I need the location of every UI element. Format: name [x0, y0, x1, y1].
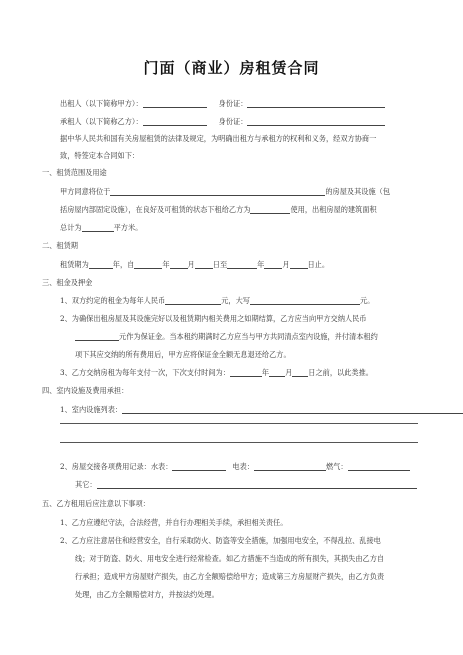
lease-term-line	[60, 260, 329, 269]
deposit-amount-blank[interactable]	[75, 332, 119, 341]
rent-uppercase-label: 元，大写	[221, 296, 250, 305]
rent-unit: 元。	[359, 296, 375, 305]
start-day-blank[interactable]	[195, 260, 213, 269]
section-5-heading: 五、乙方租用后应注意以下事项：	[42, 499, 150, 508]
lessor-id-blank[interactable]	[247, 99, 385, 108]
area-blank[interactable]	[82, 223, 114, 232]
term-text: 租赁期为	[60, 260, 89, 269]
term-text: 月	[282, 260, 290, 269]
area-label: 总计为	[60, 223, 82, 232]
other-label: 其它：	[75, 480, 97, 489]
facility-list-line	[60, 405, 463, 414]
payment-label: 3、乙方交纳房租为每年支付一次，下次支付时间为：	[60, 368, 230, 377]
start-month-blank[interactable]	[170, 260, 188, 269]
electric-meter-label: 电表：	[232, 462, 254, 471]
water-meter-label: 2、房屋交接各项费用记录：水表：	[60, 462, 173, 471]
term-text: 年，自	[112, 260, 135, 269]
usage-label: 括房屋内部固定设施），在良好及可租赁的状态下租给乙方为	[60, 205, 251, 214]
notice-item-2-line-1: 2、乙方应注意居住和经营安全，自行采取防火、防盗等安全措施，加强用电安全，不得乱拉、乱接电	[60, 536, 381, 545]
location-label: 甲方同意将位于	[60, 187, 111, 196]
section-3-heading: 三、租金及押金	[42, 278, 93, 287]
facility-list-rule-3[interactable]	[60, 442, 418, 443]
lessor-name-blank[interactable]	[143, 99, 207, 108]
payment-line	[60, 368, 373, 377]
section-4-heading: 四、室内设施及费用承担：	[42, 386, 129, 395]
end-day-blank[interactable]	[290, 260, 308, 269]
other-line	[75, 480, 417, 489]
term-text: 年	[257, 260, 265, 269]
electric-meter-blank[interactable]	[254, 462, 326, 471]
pay-month-blank[interactable]	[269, 368, 285, 377]
section-1-p1	[60, 187, 390, 196]
pay-year-blank[interactable]	[230, 368, 262, 377]
lessee-line	[60, 117, 385, 126]
location-blank[interactable]	[110, 187, 325, 196]
lessee-label: 承租人（以下简称乙方）：	[60, 117, 143, 126]
section-1-p2	[60, 205, 377, 214]
pay-text: 日之前，以此类推。	[308, 368, 373, 377]
lessee-id-blank[interactable]	[247, 117, 385, 126]
end-year-blank[interactable]	[227, 260, 257, 269]
end-month-blank[interactable]	[264, 260, 282, 269]
lessee-id-label: 身份证：	[218, 117, 248, 126]
term-text: 月	[187, 260, 195, 269]
pay-text: 年	[261, 368, 270, 377]
rent-amount-line	[60, 296, 374, 305]
document-title: 门面（商业）房租赁合同	[143, 59, 320, 77]
facility-list-blank[interactable]	[122, 405, 463, 414]
notice-item-2-line-2: 线；对于防盗、防火、用电安全进行经常检查。如乙方措施不当造成的所有损失，其损失由乙方自	[75, 554, 385, 563]
term-years-blank[interactable]	[89, 260, 113, 269]
intro-line-2: 致，特签定本合同如下：	[60, 151, 140, 160]
section-2-heading: 二、租赁期	[42, 241, 78, 250]
section-1-p3	[60, 223, 142, 232]
section-1-heading: 一、租赁范围及用途	[42, 168, 107, 177]
usage-blank[interactable]	[250, 205, 290, 214]
notice-item-2-line-4: 处理，由乙方全额赔偿对方，并按法约处理。	[75, 590, 219, 599]
deposit-line-2	[75, 332, 378, 341]
rent-amount-blank[interactable]	[165, 296, 221, 305]
notice-item-1: 1、乙方应遵纪守法，合法经营，并自行办理相关手续，承担相关责任。	[60, 518, 288, 527]
lessor-line	[60, 99, 385, 108]
facility-list-rule-2[interactable]	[60, 423, 418, 424]
deposit-line-3: 项下其应交纳的所有费用后，甲方应将保证金全额无息退还给乙方。	[75, 350, 291, 359]
rent-label: 1、双方约定的租金为每年人民币	[60, 296, 166, 305]
area-unit: 平方米。	[113, 223, 143, 232]
lessee-name-blank[interactable]	[143, 117, 207, 126]
rent-uppercase-blank[interactable]	[250, 296, 360, 305]
term-text: 年	[162, 260, 170, 269]
section-1-p1-end: 的房屋及其设施（包	[325, 187, 391, 196]
section-1-p2-end: 使用，出租房屋的建筑面积	[290, 205, 377, 214]
term-text: 日止。	[307, 260, 330, 269]
pay-day-blank[interactable]	[292, 368, 308, 377]
pay-text: 月	[285, 368, 293, 377]
gas-meter-blank[interactable]	[348, 462, 410, 471]
water-meter-blank[interactable]	[172, 462, 226, 471]
intro-line-1: 据中华人民共和国有关房屋租赁的法律及规定，为明确出租方与承租方的权利和义务，经双方协商一	[60, 134, 377, 143]
deposit-line-2-text: 元作为保证金。当本租约期满时乙方应当与甲方共同清点室内设施，并付清本租约	[119, 332, 378, 341]
notice-item-2-line-3: 行承担；造成甲方房屋财产损失，由乙方全额赔偿给甲方；造成第三方房屋财产损失，由乙方负责	[75, 572, 385, 581]
gas-meter-label: 燃气：	[325, 462, 348, 471]
start-year-blank[interactable]	[134, 260, 162, 269]
utility-record-line	[60, 462, 410, 471]
lessor-id-label: 身份证：	[218, 99, 248, 108]
term-text: 日至	[212, 260, 228, 269]
lessor-label: 出租人（以下简称甲方）：	[60, 99, 143, 108]
other-blank[interactable]	[97, 480, 417, 489]
facility-list-label: 1、室内设施列表：	[60, 405, 123, 414]
deposit-line-1: 2、为确保出租房屋及其设施完好以及租赁期内相关费用之如期结算，乙方应当向甲方交纳人民币	[60, 314, 367, 323]
